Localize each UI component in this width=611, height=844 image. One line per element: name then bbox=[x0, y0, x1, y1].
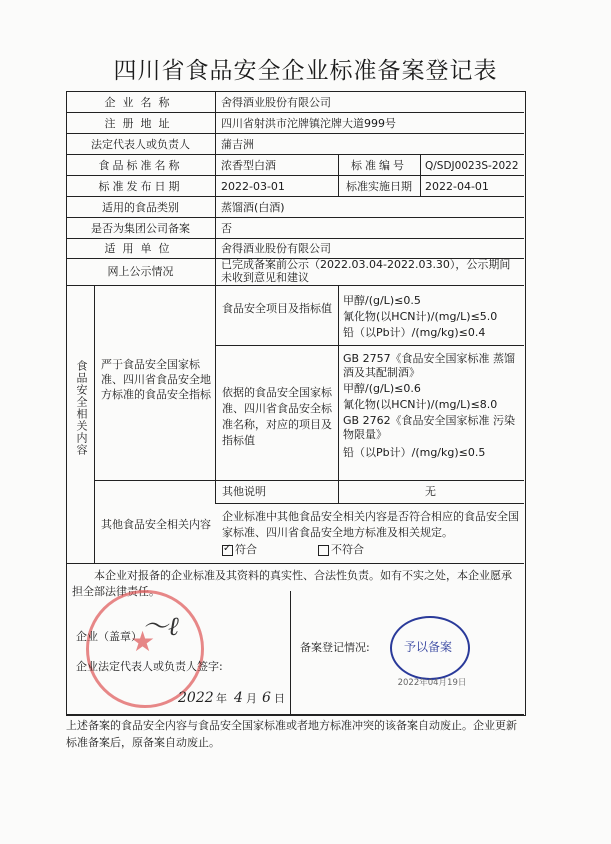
sign-year-unit: 年 bbox=[216, 692, 227, 705]
seal-star-icon: ★ bbox=[130, 625, 156, 658]
sign-day: 6 bbox=[262, 690, 271, 706]
other-safety-content-label: 其他食品安全相关内容 bbox=[101, 518, 211, 531]
checked-box-icon bbox=[222, 545, 233, 556]
basis-item: 铅（以Pb计）/(mg/kg)≤0.5 bbox=[343, 446, 486, 459]
record-status-label: 备案登记情况: bbox=[300, 641, 370, 654]
standard-number-label: 标准编号 bbox=[351, 159, 407, 172]
safety-item: 铅（以Pb计）/(mg/kg)≤0.4 bbox=[343, 326, 486, 339]
basis-standards-label: 依据的食品安全国家标准、四川省食品安全标准名称，对应的项目及指标值 bbox=[222, 386, 332, 447]
standard-number: Q/SDJ0023S-2022 bbox=[425, 160, 519, 172]
compliant-option[interactable]: ✓符合 bbox=[222, 543, 257, 557]
filing-stamp-text: 予以备案 bbox=[403, 640, 452, 654]
safety-item: 甲醇/(g/L)≤0.5 bbox=[343, 294, 421, 307]
footer-note: 上述备案的食品安全内容与食品安全国家标准或者地方标准冲突的该备案自动废止。企业更新标准备案后，原备案自动废止。 bbox=[66, 719, 517, 749]
other-safety-content: 企业标准中其他食品安全相关内容是否符合相应的食品安全国家标准、四川省食品安全地方标准及相关规定。 bbox=[222, 510, 519, 539]
representative: 蒲吉洲 bbox=[221, 138, 254, 151]
seal-label: 企业（盖章） bbox=[76, 630, 142, 643]
applicable-unit-label: 适用单位 bbox=[104, 242, 177, 255]
address-label: 注册地址 bbox=[104, 117, 177, 130]
sign-month: 4 bbox=[234, 690, 243, 706]
basis-item: GB 2762《食品安全国家标准 污染物限量》 bbox=[343, 414, 516, 441]
enterprise-name: 舍得酒业股份有限公司 bbox=[221, 96, 331, 109]
implementation-date: 2022-04-01 bbox=[425, 180, 489, 193]
checkbox-icon bbox=[318, 545, 329, 556]
sign-day-unit: 日 bbox=[274, 692, 285, 705]
standard-name-label: 食品标准名称 bbox=[98, 159, 183, 172]
food-safety-side-label: 食品安全相关内容 bbox=[75, 360, 88, 456]
group-filing-label: 是否为集团公司备案 bbox=[91, 222, 190, 235]
safety-item: 氰化物(以HCN计)/(mg/L)≤5.0 bbox=[343, 310, 498, 323]
page-title: 四川省食品安全企业标准备案登记表 bbox=[113, 58, 498, 84]
sign-month-unit: 月 bbox=[246, 692, 257, 705]
stricter-indicators-label: 严于食品安全国家标准、四川省食品安全地方标准的食品安全指标 bbox=[101, 358, 211, 401]
issue-date: 2022-03-01 bbox=[221, 180, 285, 193]
declaration: 本企业对报备的企业标准及其资料的真实性、合法性负责。如有不实之处，本企业愿承担全部法律责任。 bbox=[72, 569, 512, 598]
applicable-unit: 舍得酒业股份有限公司 bbox=[221, 242, 331, 255]
representative-label: 法定代表人或负责人 bbox=[91, 138, 190, 151]
public-notice: 已完成备案前公示（2022.03.04-2022.03.30），公示期间未收到意见和建议 bbox=[221, 258, 511, 284]
group-filing: 否 bbox=[221, 222, 232, 235]
filing-date: 2022年04月19日 bbox=[397, 678, 467, 688]
address: 四川省射洪市沱牌镇沱牌大道999号 bbox=[221, 117, 396, 130]
other-notes-label: 其他说明 bbox=[222, 485, 266, 498]
food-category: 蒸馏酒(白酒) bbox=[221, 201, 285, 214]
food-category-label: 适用的食品类别 bbox=[102, 201, 179, 214]
implementation-date-label: 标准实施日期 bbox=[346, 180, 412, 193]
representative-signature-label: 企业法定代表人或负责人签字: bbox=[76, 660, 223, 673]
sign-year: 2022 bbox=[178, 690, 214, 706]
basis-item: GB 2757《食品安全国家标准 蒸馏酒及其配制酒》 bbox=[343, 352, 516, 379]
basis-item: 甲醇/(g/L)≤0.6 bbox=[343, 382, 421, 395]
issue-date-label: 标准发布日期 bbox=[98, 180, 183, 193]
standard-name: 浓香型白酒 bbox=[221, 159, 276, 172]
noncompliant-option[interactable]: 不符合 bbox=[318, 543, 364, 557]
safety-items-label: 食品安全项目及指标值 bbox=[222, 302, 332, 315]
enterprise-name-label: 企业名称 bbox=[104, 96, 177, 109]
other-notes-value: 无 bbox=[425, 485, 436, 498]
public-notice-label: 网上公示情况 bbox=[107, 265, 174, 278]
signature: ～ℓ bbox=[142, 612, 179, 642]
basis-item: 氰化物(以HCN计)/(mg/L)≤8.0 bbox=[343, 398, 498, 411]
